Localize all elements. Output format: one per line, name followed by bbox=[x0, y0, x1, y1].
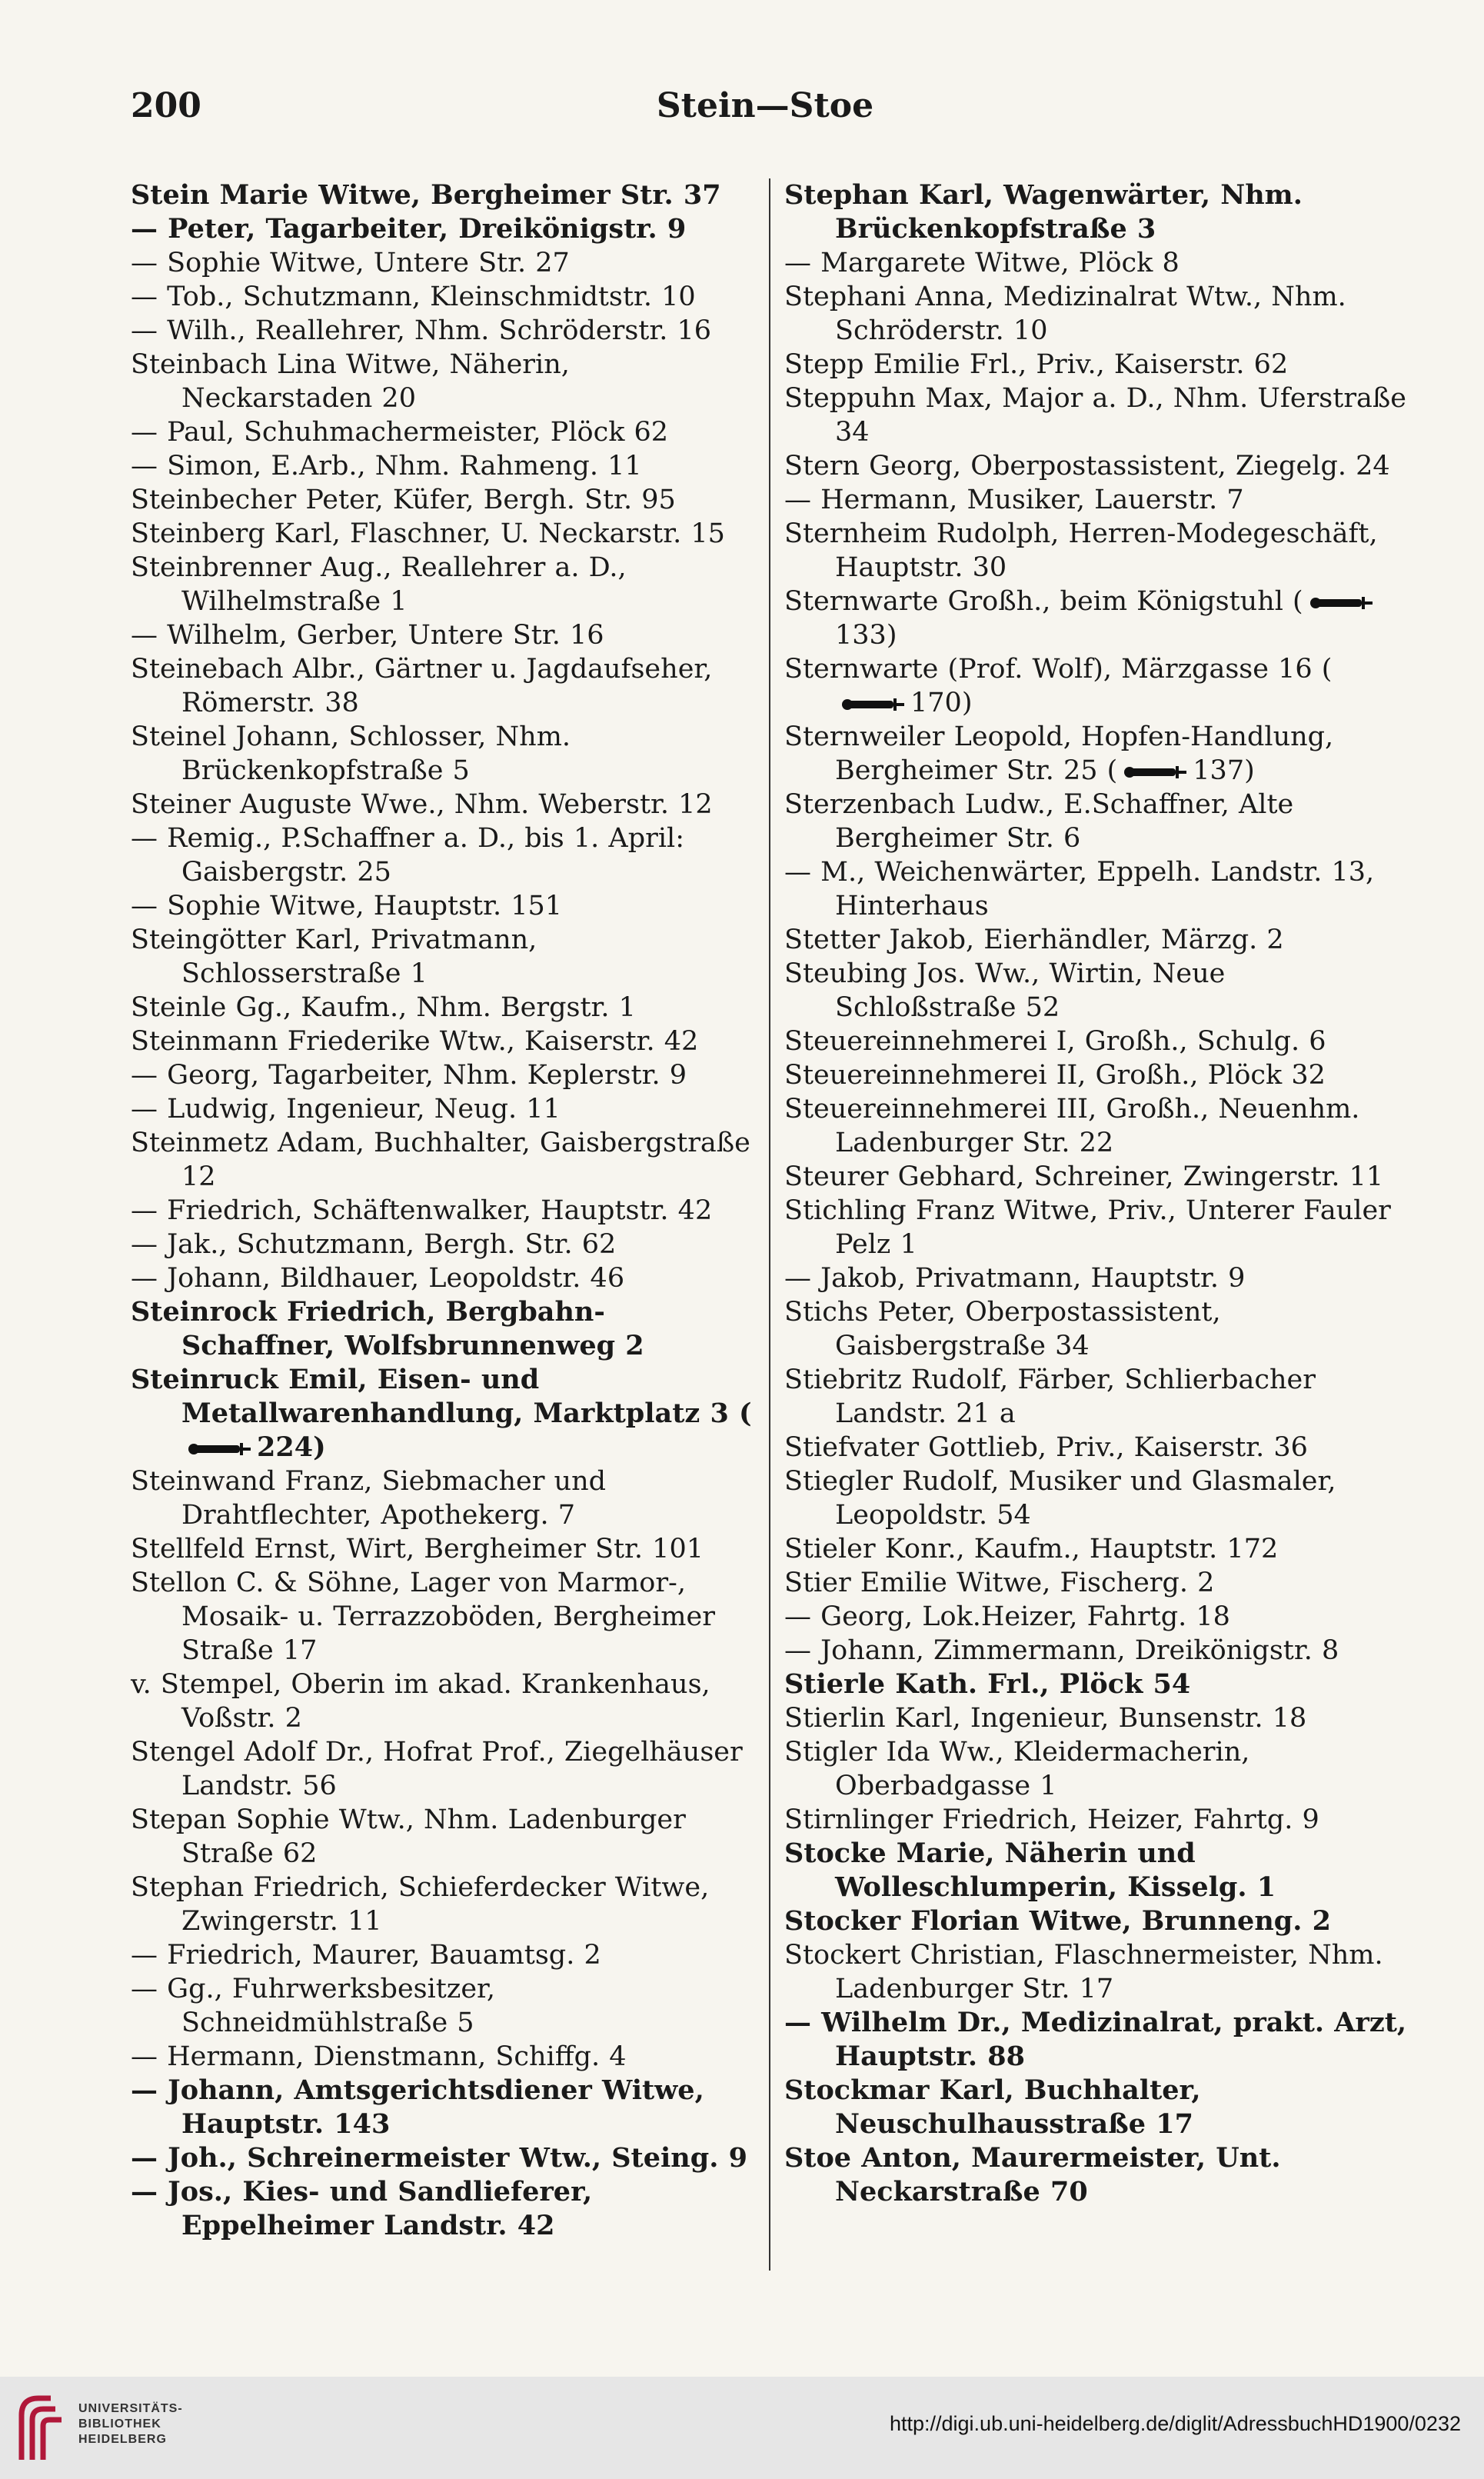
entry-text: — Jos., Kies- und Sandlieferer, Eppelheimer Landstr. 42 bbox=[131, 2176, 593, 2241]
running-head: Stein—Stoe bbox=[656, 86, 874, 125]
entry-text: Steuereinnehmerei I, Großh., Schulg. 6 bbox=[784, 1026, 1326, 1057]
directory-entry bbox=[784, 923, 1407, 957]
directory-entry bbox=[784, 957, 1407, 1025]
directory-entry bbox=[784, 720, 1407, 788]
directory-entry bbox=[784, 1904, 1407, 1938]
directory-entry bbox=[131, 1938, 754, 1972]
entry-text: — Johann, Zimmermann, Dreikönigstr. 8 bbox=[784, 1635, 1339, 1666]
entry-text: Stoe Anton, Maurermeister, Unt. Neckarstraße 70 bbox=[784, 2142, 1281, 2207]
university-library-logo bbox=[15, 2392, 69, 2465]
entry-text: Steingötter Karl, Privatmann, Schlosserstraße 1 bbox=[131, 925, 537, 989]
entry-text: — Gg., Fuhrwerksbesitzer, Schneidmühlstraße 5 bbox=[131, 1974, 496, 2038]
directory-entry bbox=[784, 1938, 1407, 2006]
directory-entry bbox=[131, 178, 754, 212]
directory-entry bbox=[784, 2006, 1407, 2074]
entry-text: — Friedrich, Maurer, Bauamtsg. 2 bbox=[131, 1940, 601, 1971]
directory-entry bbox=[784, 1566, 1407, 1600]
telephone-number: ( 137) bbox=[1097, 755, 1255, 786]
left-column bbox=[131, 178, 754, 2243]
entry-text: Stephan Karl, Wagenwärter, Nhm. Brückenkopfstraße 3 bbox=[784, 179, 1303, 245]
directory-entry bbox=[131, 348, 754, 415]
directory-entry bbox=[131, 1058, 754, 1092]
entry-text: — Wilh., Reallehrer, Nhm. Schröderstr. 16 bbox=[131, 315, 712, 346]
entry-text: — Joh., Schreinermeister Wtw., Steing. 9 bbox=[131, 2142, 747, 2174]
directory-entry bbox=[131, 923, 754, 991]
entry-text: Stein Marie Witwe, Bergheimer Str. 37 bbox=[131, 179, 721, 211]
entry-text: Sternwarte Großh., beim Königstuhl bbox=[784, 586, 1283, 617]
directory-entry bbox=[131, 1092, 754, 1126]
directory-entry bbox=[131, 618, 754, 652]
entry-text: — Friedrich, Schäftenwalker, Hauptstr. 42 bbox=[131, 1195, 713, 1226]
directory-entry bbox=[131, 1668, 754, 1735]
entry-text: Stockmar Karl, Buchhalter, Neuschulhausstraße 17 bbox=[784, 2074, 1201, 2140]
entry-text: — Wilhelm, Gerber, Untere Str. 16 bbox=[131, 620, 604, 651]
directory-entry bbox=[131, 1025, 754, 1058]
page-header bbox=[131, 86, 1399, 140]
entry-text: Stichs Peter, Oberpostassistent, Gaisbergstraße 34 bbox=[784, 1297, 1221, 1361]
directory-entry bbox=[784, 1634, 1407, 1668]
telephone-number: (133) bbox=[835, 586, 1379, 651]
entry-text: Stockert Christian, Flaschnermeister, Nhm. Ladenburger Str. 17 bbox=[784, 1940, 1383, 2004]
directory-entry bbox=[131, 449, 754, 483]
directory-entry bbox=[784, 585, 1407, 652]
entry-text: — Paul, Schuhmachermeister, Plöck 62 bbox=[131, 417, 669, 448]
entry-text: Stetter Jakob, Eierhändler, Märzg. 2 bbox=[784, 925, 1284, 955]
entry-text: Stengel Adolf Dr., Hofrat Prof., Ziegelhäuser Landstr. 56 bbox=[131, 1737, 743, 1801]
directory-entry bbox=[784, 1600, 1407, 1634]
directory-entry bbox=[784, 2074, 1407, 2141]
footer-bar bbox=[0, 2377, 1484, 2479]
entry-text: v. Stempel, Oberin im akad. Krankenhaus, Voßstr. 2 bbox=[131, 1669, 710, 1734]
telephone-number-value: 133 bbox=[835, 620, 887, 651]
directory-entry bbox=[784, 1160, 1407, 1194]
directory-entry bbox=[784, 1735, 1407, 1803]
entry-text: Stephan Friedrich, Schieferdecker Witwe, Zwingerstr. 11 bbox=[131, 1872, 710, 1937]
entry-text: — Ludwig, Ingenieur, Neug. 11 bbox=[131, 1094, 561, 1125]
entry-text: Stier Emilie Witwe, Fischerg. 2 bbox=[784, 1568, 1215, 1598]
entry-text: Sternweiler Leopold, Hopfen-Handlung, Bergheimer Str. 25 bbox=[784, 721, 1334, 786]
entry-text: — Hermann, Musiker, Lauerstr. 7 bbox=[784, 485, 1244, 515]
entry-text: — Simon, E.Arb., Nhm. Rahmeng. 11 bbox=[131, 451, 642, 481]
directory-entry bbox=[784, 1194, 1407, 1261]
entry-text: — M., Weichenwärter, Eppelh. Landstr. 13, Hinterhaus bbox=[784, 857, 1375, 921]
directory-entry bbox=[784, 1701, 1407, 1735]
directory-entry bbox=[131, 1532, 754, 1566]
telephone-icon bbox=[840, 697, 906, 712]
telephone-number-value: 137 bbox=[1193, 755, 1245, 786]
directory-entry bbox=[131, 212, 754, 246]
directory-entry bbox=[131, 280, 754, 314]
entry-text: Stellfeld Ernst, Wirt, Bergheimer Str. 101 bbox=[131, 1534, 704, 1564]
entry-text: Steinebach Albr., Gärtner u. Jagdaufseher, Römerstr. 38 bbox=[131, 654, 713, 718]
entry-text: Stiegler Rudolf, Musiker und Glasmaler, Leopoldstr. 54 bbox=[784, 1466, 1336, 1531]
telephone-icon bbox=[186, 1441, 252, 1457]
directory-entry bbox=[784, 1532, 1407, 1566]
entry-text: Steinwand Franz, Siebmacher und Drahtflechter, Apothekerg. 7 bbox=[131, 1466, 607, 1531]
entry-text: Steinmann Friederike Wtw., Kaiserstr. 42 bbox=[131, 1026, 699, 1057]
library-name-line: HEIDELBERG bbox=[78, 2433, 167, 2446]
directory-entry bbox=[784, 246, 1407, 280]
library-name-line: BIBLIOTHEK bbox=[78, 2417, 161, 2431]
entry-text: — Margarete Witwe, Plöck 8 bbox=[784, 248, 1180, 278]
entry-text: Sterzenbach Ludw., E.Schaffner, Alte Bergheimer Str. 6 bbox=[784, 789, 1294, 854]
entry-text: — Johann, Amtsgerichtsdiener Witwe, Hauptstr. 143 bbox=[131, 2074, 704, 2140]
entry-text: Stirnlinger Friedrich, Heizer, Fahrtg. 9 bbox=[784, 1804, 1319, 1835]
directory-entry bbox=[131, 1295, 754, 1363]
directory-entry bbox=[131, 1126, 754, 1194]
entry-text: — Tob., Schutzmann, Kleinschmidtstr. 10 bbox=[131, 282, 696, 312]
directory-entry bbox=[131, 1871, 754, 1938]
directory-entry bbox=[131, 652, 754, 720]
telephone-number-value: 224 bbox=[257, 1431, 314, 1463]
entry-text: Stellon C. & Söhne, Lager von Marmor-, Mosaik- u. Terrazzoböden, Bergheimer Straße 17 bbox=[131, 1568, 715, 1666]
directory-entry bbox=[784, 652, 1407, 720]
source-url-link[interactable]: http://digi.ub.uni-heidelberg.de/diglit/AdressbuchHD1900/0232 bbox=[889, 2412, 1461, 2435]
entry-text: Steubing Jos. Ww., Wirtin, Neue Schloßstraße 52 bbox=[784, 958, 1226, 1023]
entry-text: Stigler Ida Ww., Kleidermacherin, Oberbadgasse 1 bbox=[784, 1737, 1250, 1801]
telephone-number: (170) bbox=[835, 654, 1332, 718]
entry-text: Stocker Florian Witwe, Brunneng. 2 bbox=[784, 1905, 1331, 1937]
entry-text: Sternheim Rudolph, Herren-Modegeschäft, Hauptstr. 30 bbox=[784, 518, 1378, 583]
telephone-number-value: 170 bbox=[910, 688, 962, 718]
directory-entry bbox=[131, 483, 754, 517]
entry-text: Stierlin Karl, Ingenieur, Bunsenstr. 18 bbox=[784, 1703, 1307, 1734]
entry-text: — Hermann, Dienstmann, Schiffg. 4 bbox=[131, 2041, 627, 2072]
entry-text: Steinbecher Peter, Küfer, Bergh. Str. 95 bbox=[131, 485, 676, 515]
entry-text: — Sophie Witwe, Untere Str. 27 bbox=[131, 248, 570, 278]
directory-entry bbox=[131, 821, 754, 889]
directory-entry bbox=[131, 889, 754, 923]
entry-text: Steuereinnehmerei II, Großh., Plöck 32 bbox=[784, 1060, 1326, 1091]
library-name-line: UNIVERSITÄTS- bbox=[78, 2402, 183, 2415]
directory-entry bbox=[131, 1228, 754, 1261]
directory-entry bbox=[131, 517, 754, 551]
entry-text: Steuereinnehmerei III, Großh., Neuenhm. Ladenburger Str. 22 bbox=[784, 1094, 1360, 1158]
directory-entry bbox=[131, 2040, 754, 2074]
telephone-icon bbox=[1308, 595, 1374, 611]
entry-text: — Jakob, Privatmann, Hauptstr. 9 bbox=[784, 1263, 1246, 1294]
directory-entry bbox=[131, 2074, 754, 2141]
directory-entry bbox=[131, 551, 754, 618]
entry-text: Stichling Franz Witwe, Priv., Unterer Fauler Pelz 1 bbox=[784, 1195, 1391, 1260]
directory-entry bbox=[131, 415, 754, 449]
directory-entry bbox=[131, 1803, 754, 1871]
entry-text: Stern Georg, Oberpostassistent, Ziegelg. 24 bbox=[784, 451, 1390, 481]
entry-text: Steinel Johann, Schlosser, Nhm. Brückenkopfstraße 5 bbox=[131, 721, 571, 786]
directory-entry bbox=[131, 788, 754, 821]
directory-entry bbox=[784, 788, 1407, 855]
directory-entry bbox=[131, 314, 754, 348]
directory-entry bbox=[784, 1025, 1407, 1058]
directory-columns bbox=[131, 178, 1407, 2271]
page-number: 200 bbox=[131, 86, 201, 125]
directory-entry bbox=[784, 1431, 1407, 1464]
directory-entry bbox=[784, 517, 1407, 585]
directory-entry bbox=[784, 1464, 1407, 1532]
entry-text: Steinberg Karl, Flaschner, U. Neckarstr. 15 bbox=[131, 518, 725, 549]
entry-text: — Jak., Schutzmann, Bergh. Str. 62 bbox=[131, 1229, 617, 1260]
directory-entry bbox=[131, 2175, 754, 2243]
directory-entry bbox=[784, 178, 1407, 246]
directory-entry bbox=[784, 1363, 1407, 1431]
right-column bbox=[784, 178, 1407, 2209]
directory-entry bbox=[131, 720, 754, 788]
entry-text: — Sophie Witwe, Hauptstr. 151 bbox=[131, 891, 563, 921]
entry-text: Steinmetz Adam, Buchhalter, Gaisbergstraße 12 bbox=[131, 1128, 750, 1192]
entry-text: — Johann, Bildhauer, Leopoldstr. 46 bbox=[131, 1263, 625, 1294]
entry-text: Stepp Emilie Frl., Priv., Kaiserstr. 62 bbox=[784, 349, 1289, 380]
entry-text: Stieler Konr., Kaufm., Hauptstr. 172 bbox=[784, 1534, 1279, 1564]
entry-text: Stephani Anna, Medizinalrat Wtw., Nhm. Schröderstr. 10 bbox=[784, 282, 1346, 346]
entry-text: Stiebritz Rudolf, Färber, Schlierbacher Landstr. 21 a bbox=[784, 1364, 1316, 1429]
entry-text: — Georg, Tagarbeiter, Nhm. Keplerstr. 9 bbox=[131, 1060, 687, 1091]
directory-entry bbox=[784, 855, 1407, 923]
entry-text: Stocke Marie, Näherin und Wolleschlumperin, Kisselg. 1 bbox=[784, 1838, 1276, 1903]
directory-entry bbox=[784, 280, 1407, 348]
directory-entry bbox=[784, 382, 1407, 449]
directory-entry bbox=[131, 1735, 754, 1803]
entry-text: Steinbach Lina Witwe, Näherin, Neckarstaden 20 bbox=[131, 349, 570, 414]
entry-text: — Peter, Tagarbeiter, Dreikönigstr. 9 bbox=[131, 213, 687, 245]
entry-text: Steinbrenner Aug., Reallehrer a. D., Wilhelmstraße 1 bbox=[131, 552, 627, 617]
directory-entry bbox=[784, 1261, 1407, 1295]
directory-entry bbox=[131, 1566, 754, 1668]
directory-entry bbox=[784, 1058, 1407, 1092]
directory-entry bbox=[784, 449, 1407, 483]
directory-entry bbox=[784, 483, 1407, 517]
entry-text: — Remig., P.Schaffner a. D., bis 1. April: Gaisbergstr. 25 bbox=[131, 823, 685, 888]
entry-text: Sternwarte (Prof. Wolf), Märzgasse 16 bbox=[784, 654, 1313, 685]
directory-entry bbox=[131, 1194, 754, 1228]
entry-text: Steinruck Emil, Eisen- und Metallwarenhandlung, Marktplatz 3 bbox=[131, 1364, 729, 1429]
entry-text: Stiefvater Gottlieb, Priv., Kaiserstr. 36 bbox=[784, 1432, 1308, 1463]
entry-text: — Georg, Lok.Heizer, Fahrtg. 18 bbox=[784, 1601, 1230, 1632]
directory-entry bbox=[784, 348, 1407, 382]
directory-entry bbox=[784, 1092, 1407, 1160]
directory-entry bbox=[131, 991, 754, 1025]
directory-entry bbox=[131, 2141, 754, 2175]
library-name bbox=[78, 2401, 183, 2447]
entry-text: Stepan Sophie Wtw., Nhm. Ladenburger Straße 62 bbox=[131, 1804, 686, 1869]
directory-entry bbox=[131, 1363, 754, 1464]
column-divider bbox=[769, 178, 770, 2271]
entry-text: Steinrock Friedrich, Bergbahn-Schaffner, Wolfsbrunnenweg 2 bbox=[131, 1296, 644, 1361]
entry-text: Steppuhn Max, Major a. D., Nhm. Uferstraße 34 bbox=[784, 383, 1407, 448]
directory-entry bbox=[131, 1464, 754, 1532]
entry-text: Steurer Gebhard, Schreiner, Zwingerstr. 11 bbox=[784, 1161, 1384, 1192]
directory-entry bbox=[784, 2141, 1407, 2209]
entry-text: Steiner Auguste Wwe., Nhm. Weberstr. 12 bbox=[131, 789, 713, 820]
directory-entry bbox=[131, 246, 754, 280]
directory-entry bbox=[131, 1261, 754, 1295]
telephone-icon bbox=[1122, 765, 1188, 780]
entry-text: Steinle Gg., Kaufm., Nhm. Bergstr. 1 bbox=[131, 992, 636, 1023]
directory-entry bbox=[784, 1837, 1407, 1904]
directory-entry bbox=[131, 1972, 754, 2040]
directory-entry bbox=[784, 1803, 1407, 1837]
entry-text: — Wilhelm Dr., Medizinalrat, prakt. Arzt, Hauptstr. 88 bbox=[784, 2007, 1407, 2072]
entry-text: Stierle Kath. Frl., Plöck 54 bbox=[784, 1668, 1191, 1700]
directory-entry bbox=[784, 1668, 1407, 1701]
telephone-number: (224) bbox=[181, 1398, 752, 1463]
directory-entry bbox=[784, 1295, 1407, 1363]
